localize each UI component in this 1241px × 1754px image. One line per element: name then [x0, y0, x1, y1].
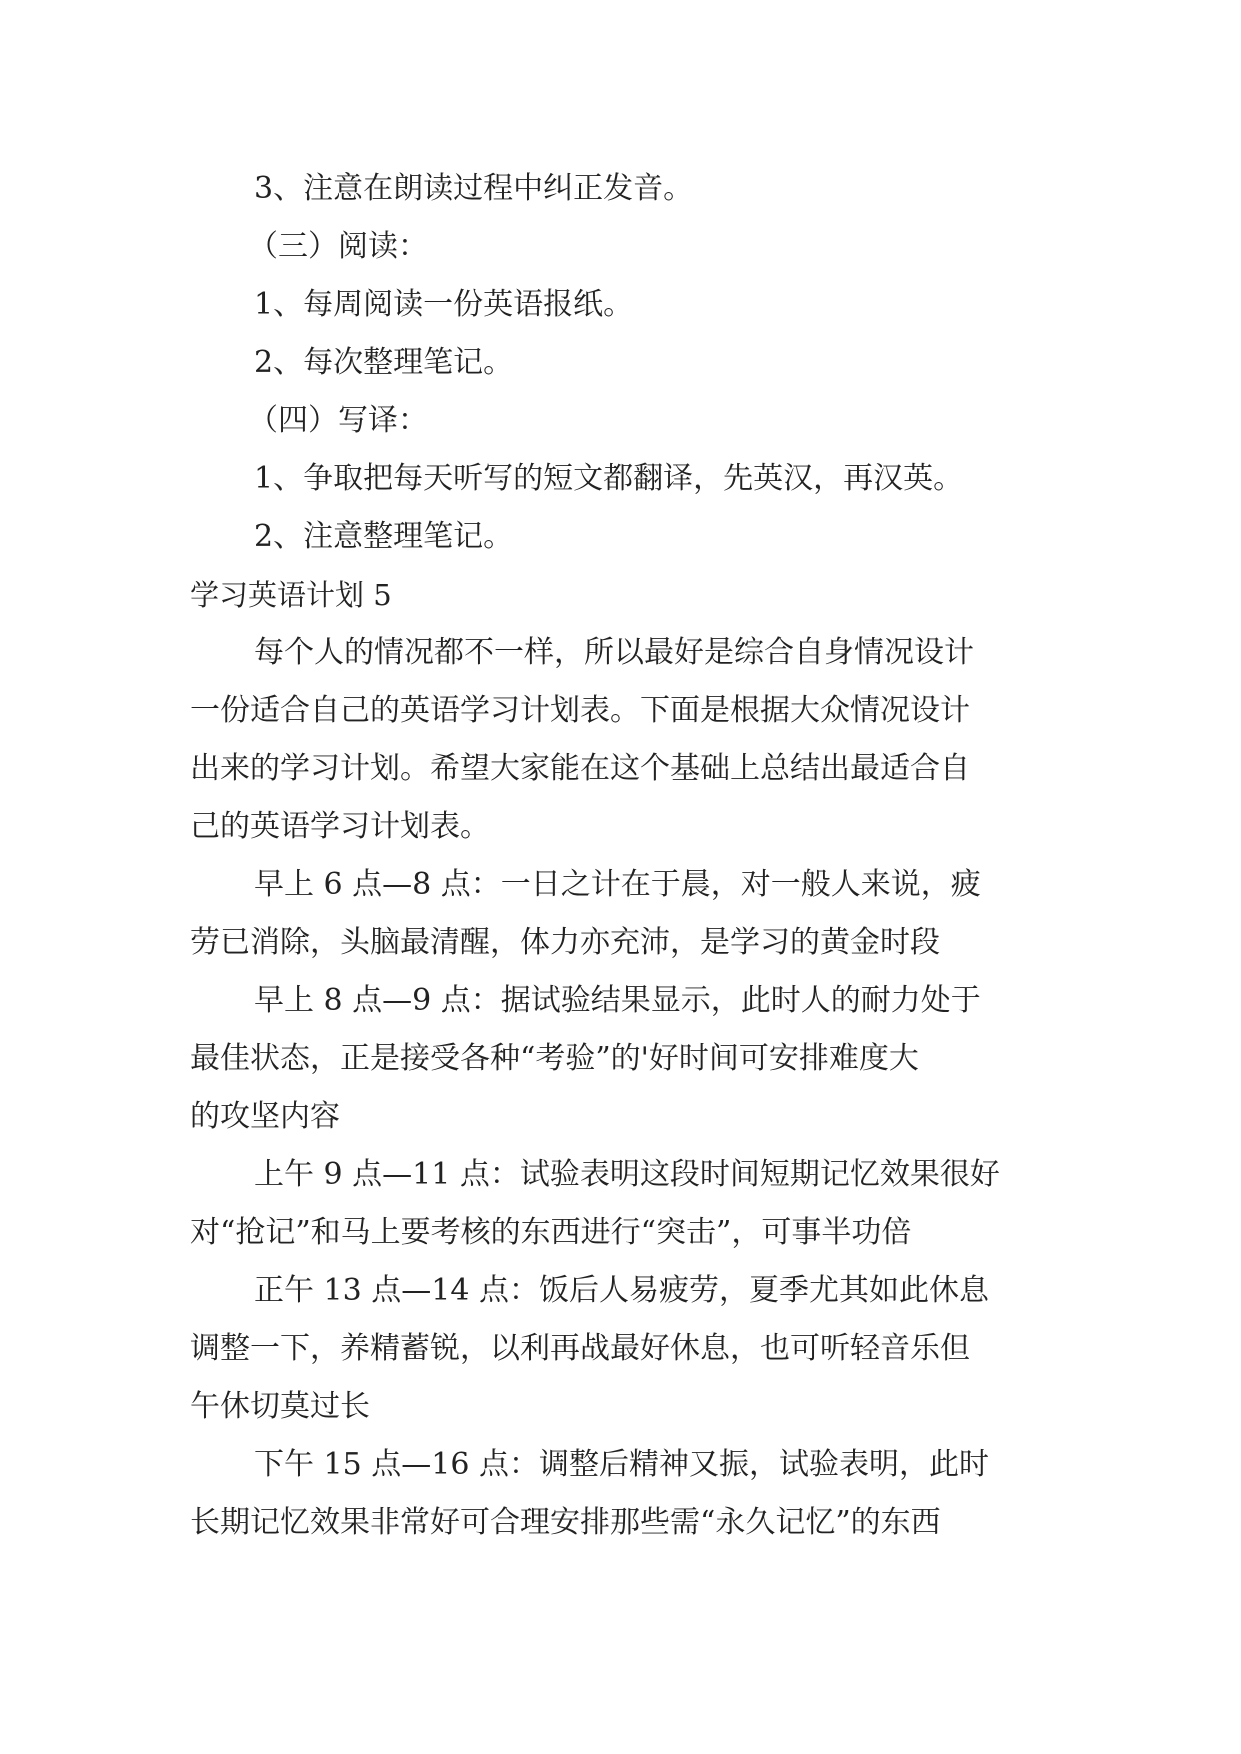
paragraph-line: 一份适合自己的英语学习计划表。下面是根据大众情况设计: [190, 693, 970, 728]
schedule-line: 的攻坚内容: [190, 1099, 340, 1134]
section-heading: （四）写译：: [248, 403, 428, 438]
text-line: 2、注意整理笔记。: [254, 519, 514, 554]
text-line: 2、每次整理笔记。: [254, 345, 514, 380]
schedule-line: 早上 8 点—9 点：据试验结果显示，此时人的耐力处于: [254, 983, 981, 1018]
document-page: [190, 160, 1052, 1552]
schedule-line: 下午 15 点—16 点：调整后精神又振，试验表明，此时: [254, 1447, 989, 1482]
schedule-line: 长期记忆效果非常好可合理安排那些需“永久记忆”的东西: [190, 1505, 941, 1540]
schedule-line: 早上 6 点—8 点：一日之计在于晨，对一般人来说，疲: [254, 867, 981, 902]
schedule-line: 上午 9 点—11 点：试验表明这段时间短期记忆效果很好: [254, 1157, 1000, 1192]
plan-title: 学习英语计划 5: [190, 578, 392, 612]
section-heading: （三）阅读：: [248, 229, 428, 264]
schedule-line: 最佳状态，正是接受各种“考验”的'好时间可安排难度大: [190, 1041, 919, 1076]
paragraph-line: 每个人的情况都不一样，所以最好是综合自身情况设计: [254, 635, 974, 670]
schedule-line: 午休切莫过长: [190, 1389, 370, 1424]
schedule-line: 调整一下，养精蓄锐，以利再战最好休息，也可听轻音乐但: [190, 1331, 970, 1366]
text-line: 1、每周阅读一份英语报纸。: [254, 287, 634, 322]
text-line: 1、争取把每天听写的短文都翻译，先英汉，再汉英。: [254, 461, 964, 496]
schedule-line: 劳已消除，头脑最清醒，体力亦充沛，是学习的黄金时段: [190, 925, 940, 960]
paragraph-line: 己的英语学习计划表。: [190, 809, 490, 844]
schedule-line: 对“抢记”和马上要考核的东西进行“突击”，可事半功倍: [190, 1215, 912, 1250]
paragraph-line: 出来的学习计划。希望大家能在这个基础上总结出最适合自: [190, 751, 970, 786]
text-line: 3、注意在朗读过程中纠正发音。: [254, 171, 694, 206]
schedule-line: 正午 13 点—14 点：饭后人易疲劳，夏季尤其如此休息: [254, 1273, 989, 1308]
